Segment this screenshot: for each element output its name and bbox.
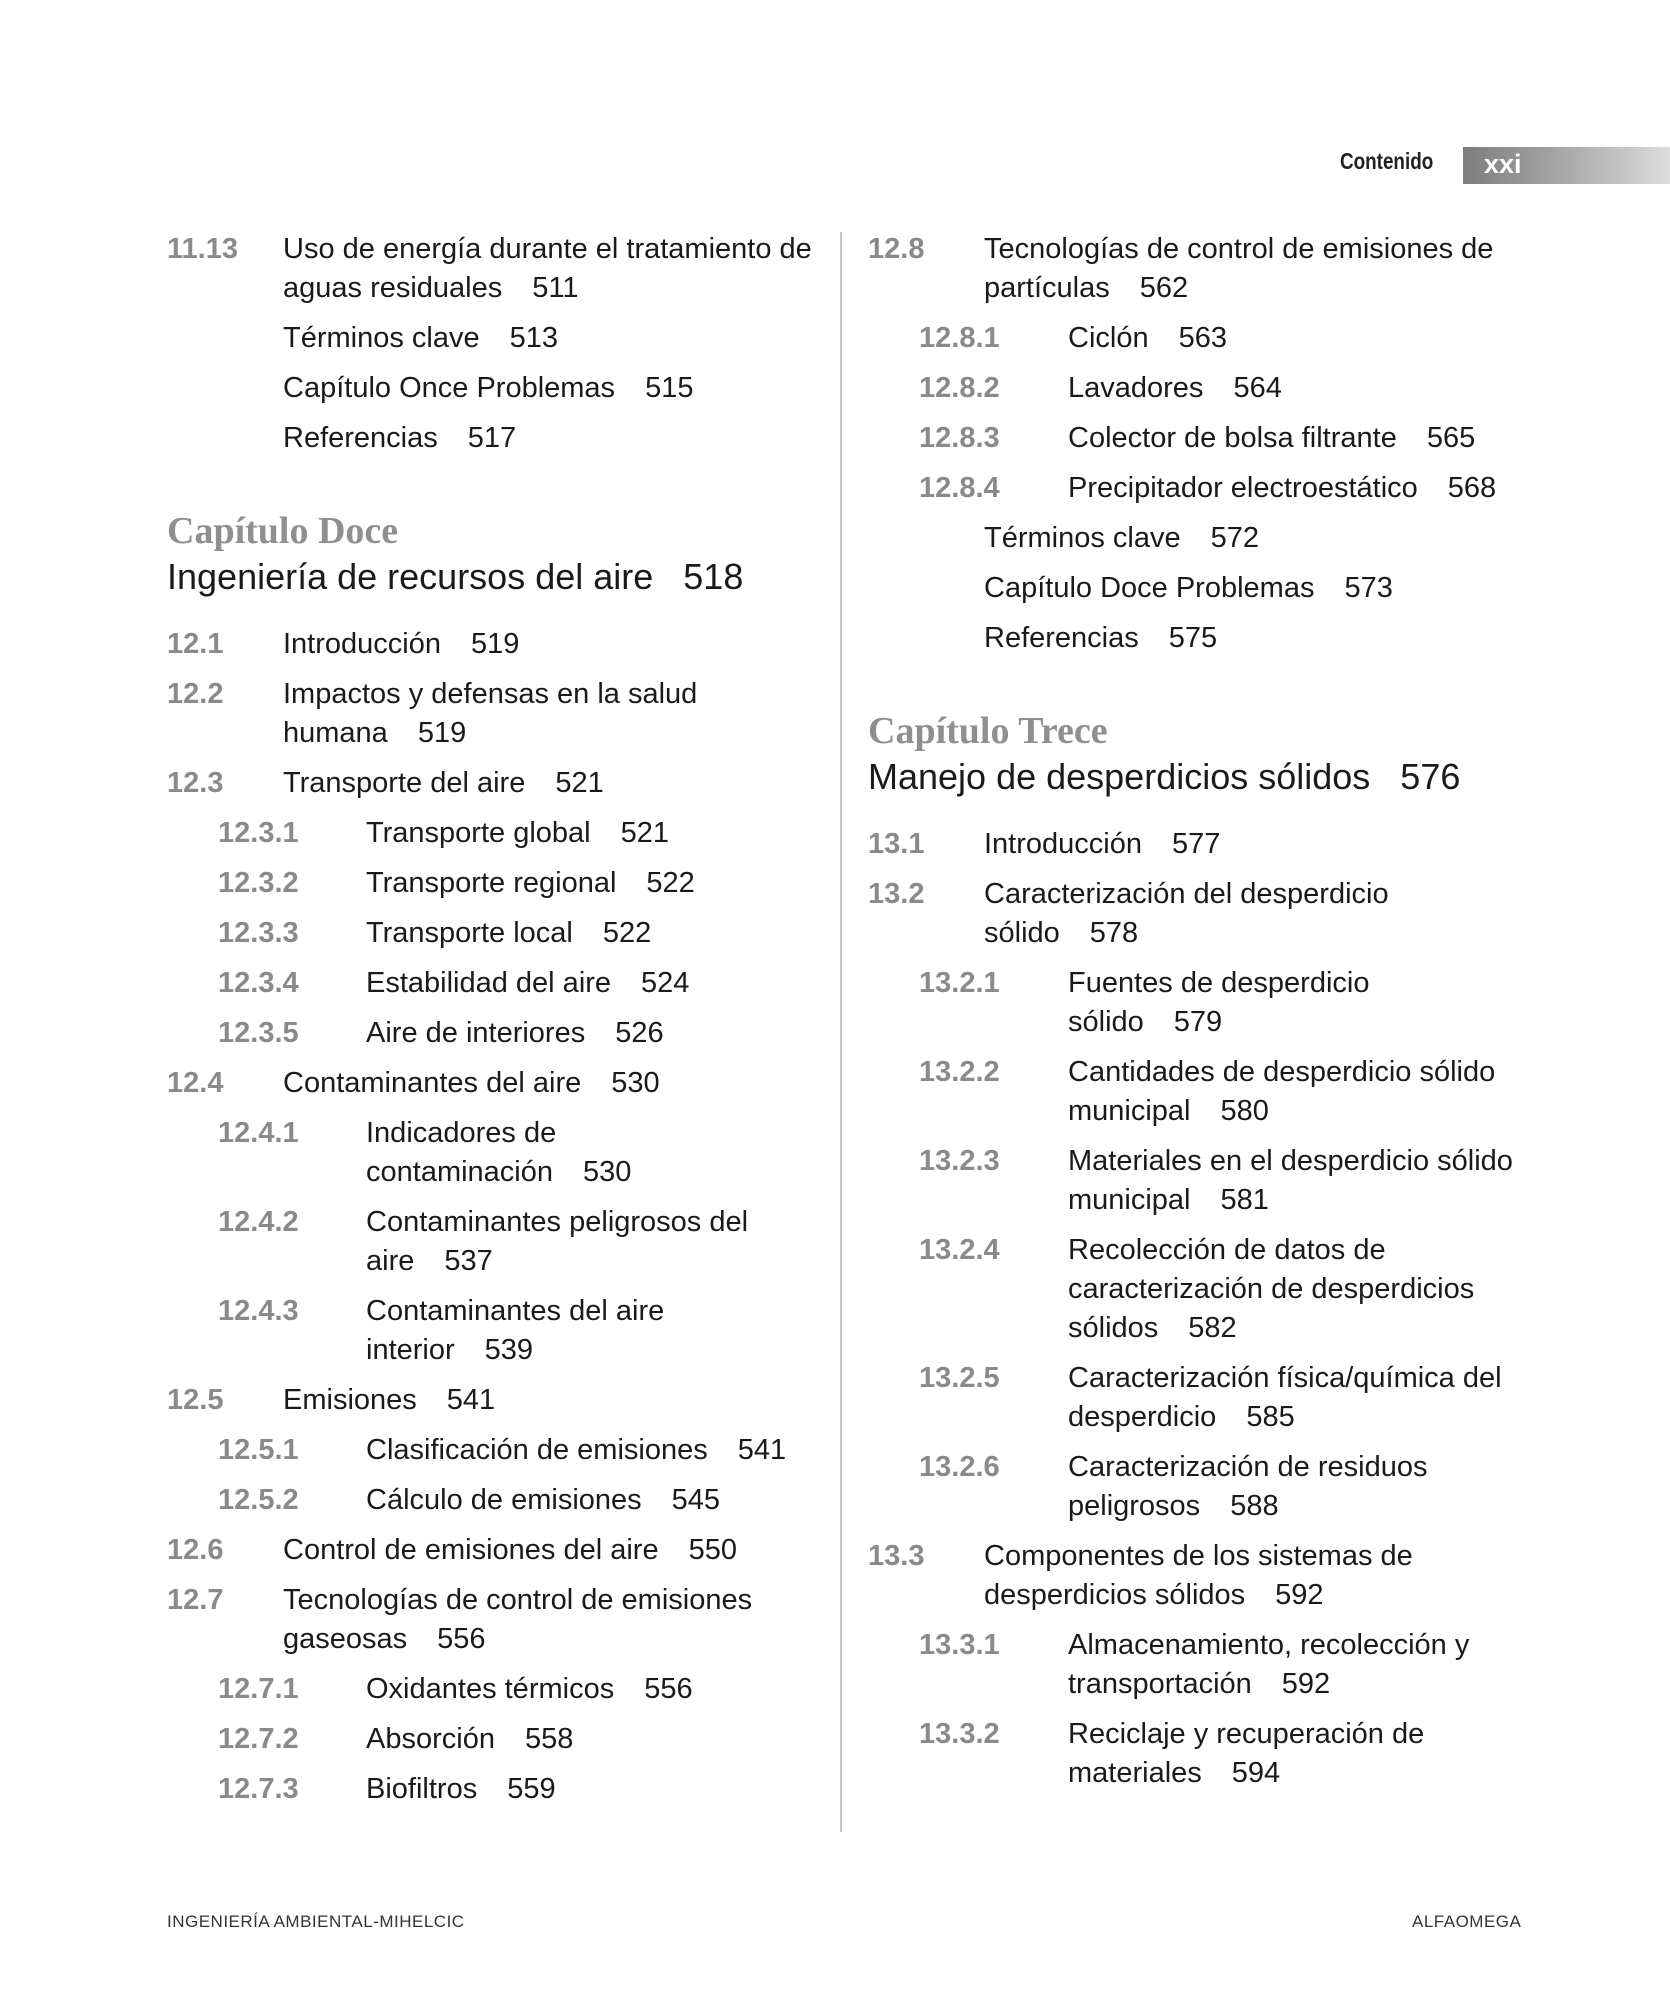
toc-entry-title: Fuentes de desperdicio sólido <box>1068 967 1370 1038</box>
toc-entry-title: Lavadores <box>1068 372 1204 404</box>
toc-entry <box>868 1142 1518 1220</box>
toc-entry-title: Términos clave <box>984 522 1181 554</box>
toc-entry <box>868 230 1518 308</box>
toc-entry <box>868 1626 1518 1704</box>
toc-entry-number: 12.3.3 <box>218 917 299 949</box>
toc-entry <box>868 825 1518 864</box>
toc-entry-title: Estabilidad del aire <box>366 967 612 999</box>
toc-entry-number: 12.4.1 <box>218 1117 299 1149</box>
chapter-label: Capítulo Trece <box>868 710 1108 752</box>
toc-entry <box>167 1114 817 1192</box>
toc-entry-page: 579 <box>1173 1006 1223 1038</box>
toc-entry-number: 12.3.4 <box>218 967 299 999</box>
toc-entry-title: Introducción <box>283 628 441 660</box>
toc-entry-page: 517 <box>467 422 517 454</box>
toc-entry <box>167 1292 817 1370</box>
toc-entry-page: 559 <box>507 1773 556 1805</box>
toc-back-matter-entry <box>868 569 1518 608</box>
toc-entry-title: Tecnologías de control de emisiones de partículas <box>984 233 1494 304</box>
toc-entry <box>167 1531 817 1570</box>
toc-entry-title: Cantidades de desperdicio sólido municipal <box>1068 1056 1496 1127</box>
toc-entry-number: 12.8 <box>868 233 925 265</box>
toc-entry <box>868 319 1518 358</box>
toc-entry-title: Tecnologías de control de emisiones gaseosas <box>283 1584 753 1655</box>
toc-back-matter-entry <box>167 319 817 358</box>
toc-entry-page: 515 <box>645 372 694 404</box>
toc-entry-number: 12.3.1 <box>218 817 299 849</box>
toc-entry-title: Control de emisiones del aire <box>283 1534 659 1566</box>
toc-entry-title: Transporte regional <box>366 867 617 899</box>
toc-entry-page: 526 <box>615 1017 664 1049</box>
toc-entry-title: Absorción <box>366 1723 495 1755</box>
toc-entry-title: Caracterización de residuos peligrosos <box>1068 1451 1428 1522</box>
toc-entry <box>167 675 817 753</box>
toc-entry-title: Indicadores de contaminación <box>366 1117 557 1188</box>
toc-entry-number: 12.5 <box>167 1384 224 1416</box>
toc-entry-number: 12.8.2 <box>919 372 1000 404</box>
toc-entry <box>167 1770 817 1809</box>
toc-entry-page: 550 <box>688 1534 737 1566</box>
toc-entry-number: 13.1 <box>868 828 925 860</box>
toc-entry-number: 12.6 <box>167 1534 224 1566</box>
toc-entry-page: 541 <box>446 1384 496 1416</box>
toc-entry-page: 541 <box>737 1434 787 1466</box>
toc-entry-page: 581 <box>1220 1184 1269 1216</box>
toc-left-entries <box>167 625 817 1809</box>
toc-entry-title: Recolección de datos de caracterización de desperdicios sólidos <box>1068 1234 1475 1344</box>
toc-entry-title: Componentes de los sistemas de desperdicios sólidos <box>984 1540 1413 1611</box>
toc-entry-number: 12.7.1 <box>218 1673 299 1705</box>
toc-entry <box>167 625 817 664</box>
toc-left-top-subs <box>167 319 817 458</box>
toc-entry <box>167 1670 817 1709</box>
toc-entry <box>868 369 1518 408</box>
toc-right-column <box>868 230 1518 1804</box>
toc-entry-page: 530 <box>611 1067 660 1099</box>
toc-entry-number: 12.1 <box>167 628 224 660</box>
toc-entry <box>167 1203 817 1281</box>
toc-entry <box>167 764 817 803</box>
toc-entry-title: Términos clave <box>283 322 480 354</box>
toc-entry-number: 12.5.1 <box>218 1434 299 1466</box>
toc-entry-page: 556 <box>437 1623 486 1655</box>
toc-entry-page: 592 <box>1281 1668 1331 1700</box>
toc-entry-number: 12.8.1 <box>919 322 1000 354</box>
toc-entry <box>868 875 1518 953</box>
toc-entry-number: 13.2.3 <box>919 1145 1000 1177</box>
toc-left-top-entries <box>167 230 817 308</box>
toc-entry <box>167 1064 817 1103</box>
toc-entry-title: Transporte local <box>366 917 573 949</box>
toc-entry <box>868 1231 1518 1348</box>
chapter-heading-twelve <box>167 508 817 599</box>
toc-entry-title: Referencias <box>283 422 438 454</box>
toc-entry-number: 13.3 <box>868 1540 925 1572</box>
toc-entry-number: 13.3.2 <box>919 1718 1000 1750</box>
toc-entry-title: Aire de interiores <box>366 1017 586 1049</box>
toc-entry-page: 582 <box>1188 1312 1237 1344</box>
toc-entry-title: Cálculo de emisiones <box>366 1484 642 1516</box>
footer-book-title: INGENIERÍA AMBIENTAL-MIHELCIC <box>167 1912 465 1931</box>
toc-entry-number: 12.4.3 <box>218 1295 299 1327</box>
toc-entry-page: 563 <box>1178 322 1227 354</box>
toc-entry-number: 12.7.3 <box>218 1773 299 1805</box>
toc-entry <box>167 814 817 853</box>
toc-entry-page: 562 <box>1139 272 1189 304</box>
toc-entry <box>167 1381 817 1420</box>
toc-entry-title: Impactos y defensas en la salud humana <box>283 678 698 749</box>
toc-entry-number: 13.2 <box>868 878 925 910</box>
footer-publisher: ALFAOMEGA <box>1412 1912 1522 1931</box>
toc-entry-page: 585 <box>1246 1401 1295 1433</box>
toc-entry-number: 12.4 <box>167 1067 224 1099</box>
toc-entry-title: Transporte del aire <box>283 767 526 799</box>
toc-entry-title: Clasificación de emisiones <box>366 1434 708 1466</box>
toc-entry <box>167 964 817 1003</box>
toc-entry-title: Transporte global <box>366 817 591 849</box>
toc-entry <box>868 964 1518 1042</box>
toc-entry-number: 13.3.1 <box>919 1629 1000 1661</box>
toc-entry <box>167 230 817 308</box>
toc-entry-number: 13.2.1 <box>919 967 1000 999</box>
chapter-label: Capítulo Doce <box>167 510 399 552</box>
toc-entry-number: 12.8.4 <box>919 472 1000 504</box>
toc-entry <box>868 469 1518 508</box>
toc-entry-title: Referencias <box>984 622 1139 654</box>
toc-entry-page: 513 <box>509 322 559 354</box>
toc-entry-title: Materiales en el desperdicio sólido municipal <box>1068 1145 1513 1216</box>
toc-entry-page: 588 <box>1230 1490 1279 1522</box>
toc-entry-title: Ciclón <box>1068 322 1149 354</box>
toc-entry <box>868 1715 1518 1793</box>
toc-entry-number: 12.3 <box>167 767 224 799</box>
toc-right-top-subs <box>868 519 1518 658</box>
chapter-page: 576 <box>1400 756 1461 797</box>
chapter-title: Manejo de desperdicios sólidos <box>868 756 1371 797</box>
toc-entry-page: 511 <box>532 272 579 304</box>
toc-entry-page: 580 <box>1220 1095 1269 1127</box>
toc-entry <box>868 1448 1518 1526</box>
toc-entry-number: 12.5.2 <box>218 1484 299 1516</box>
toc-entry-page: 519 <box>471 628 520 660</box>
toc-entry-title: Biofiltros <box>366 1773 478 1805</box>
toc-entry-title: Almacenamiento, recolección y transportación <box>1068 1629 1470 1700</box>
toc-entry-title: Reciclaje y recuperación de materiales <box>1068 1718 1425 1789</box>
toc-entry-title: Introducción <box>984 828 1142 860</box>
toc-entry-page: 519 <box>417 717 467 749</box>
toc-entry-number: 12.3.5 <box>218 1017 299 1049</box>
toc-right-entries <box>868 825 1518 1793</box>
toc-entry-page: 522 <box>602 917 652 949</box>
toc-entry-number: 13.2.6 <box>919 1451 1000 1483</box>
toc-entry-number: 13.2.4 <box>919 1234 1000 1266</box>
toc-entry-title: Capítulo Doce Problemas <box>984 572 1315 604</box>
toc-entry-page: 539 <box>484 1334 534 1366</box>
toc-entry-page: 556 <box>644 1673 693 1705</box>
toc-entry-page: 522 <box>646 867 695 899</box>
toc-entry-page: 564 <box>1233 372 1282 404</box>
toc-back-matter-entry <box>868 619 1518 658</box>
toc-entry-page: 568 <box>1447 472 1497 504</box>
toc-entry <box>868 1053 1518 1131</box>
toc-entry-page: 594 <box>1231 1757 1281 1789</box>
toc-entry-title: Colector de bolsa filtrante <box>1068 422 1397 454</box>
toc-entry-title: Caracterización física/química del desperdicio <box>1068 1362 1502 1433</box>
toc-entry-page: 577 <box>1172 828 1221 860</box>
toc-entry-page: 575 <box>1168 622 1218 654</box>
toc-entry-title: Capítulo Once Problemas <box>283 372 616 404</box>
toc-entry-title: Contaminantes del aire <box>283 1067 582 1099</box>
toc-entry-title: Uso de energía durante el tratamiento de aguas residuales <box>283 233 812 304</box>
chapter-heading-thirteen <box>868 708 1518 799</box>
toc-entry <box>167 864 817 903</box>
toc-entry-number: 12.2 <box>167 678 224 710</box>
toc-entry-page: 524 <box>641 967 690 999</box>
column-divider <box>840 232 842 1832</box>
toc-entry-page: 578 <box>1089 917 1139 949</box>
toc-entry <box>167 1481 817 1520</box>
toc-entry-title: Caracterización del desperdicio sólido <box>984 878 1389 949</box>
toc-entry <box>868 1537 1518 1615</box>
toc-entry-number: 12.7 <box>167 1584 224 1616</box>
toc-entry-title: Contaminantes peligrosos del aire <box>366 1206 749 1277</box>
toc-entry <box>868 419 1518 458</box>
toc-entry <box>868 1359 1518 1437</box>
toc-entry-page: 558 <box>524 1723 574 1755</box>
toc-entry-title: Contaminantes del aire interior <box>366 1295 665 1366</box>
toc-entry-page: 545 <box>671 1484 721 1516</box>
toc-entry-page: 572 <box>1210 522 1260 554</box>
running-head-section: Contenido <box>1340 148 1434 174</box>
toc-entry-page: 573 <box>1344 572 1393 604</box>
toc-entry-title: Precipitador electroestático <box>1068 472 1418 504</box>
toc-back-matter-entry <box>167 369 817 408</box>
toc-entry-number: 13.2.2 <box>919 1056 1000 1088</box>
toc-entry <box>167 1431 817 1470</box>
toc-entry-title: Emisiones <box>283 1384 417 1416</box>
toc-entry <box>167 914 817 953</box>
toc-entry-page: 521 <box>555 767 604 799</box>
toc-entry-number: 12.8.3 <box>919 422 1000 454</box>
toc-entry-number: 12.4.2 <box>218 1206 299 1238</box>
toc-back-matter-entry <box>167 419 817 458</box>
toc-entry-number: 11.13 <box>167 233 238 265</box>
toc-right-top-entries <box>868 230 1518 508</box>
toc-entry-number: 12.7.2 <box>218 1723 299 1755</box>
toc-entry-page: 565 <box>1426 422 1476 454</box>
chapter-page: 518 <box>683 556 744 597</box>
chapter-title: Ingeniería de recursos del aire <box>167 556 654 597</box>
toc-entry-number: 12.3.2 <box>218 867 299 899</box>
toc-entry-page: 530 <box>583 1156 632 1188</box>
page-number: xxi <box>1484 149 1522 179</box>
toc-entry <box>167 1720 817 1759</box>
toc-back-matter-entry <box>868 519 1518 558</box>
toc-entry <box>167 1581 817 1659</box>
toc-entry-title: Oxidantes térmicos <box>366 1673 615 1705</box>
toc-entry-page: 521 <box>620 817 669 849</box>
toc-entry <box>167 1014 817 1053</box>
toc-entry-number: 13.2.5 <box>919 1362 1000 1394</box>
toc-left-column <box>167 230 817 1820</box>
toc-entry-page: 537 <box>444 1245 493 1277</box>
toc-entry-page: 592 <box>1275 1579 1324 1611</box>
